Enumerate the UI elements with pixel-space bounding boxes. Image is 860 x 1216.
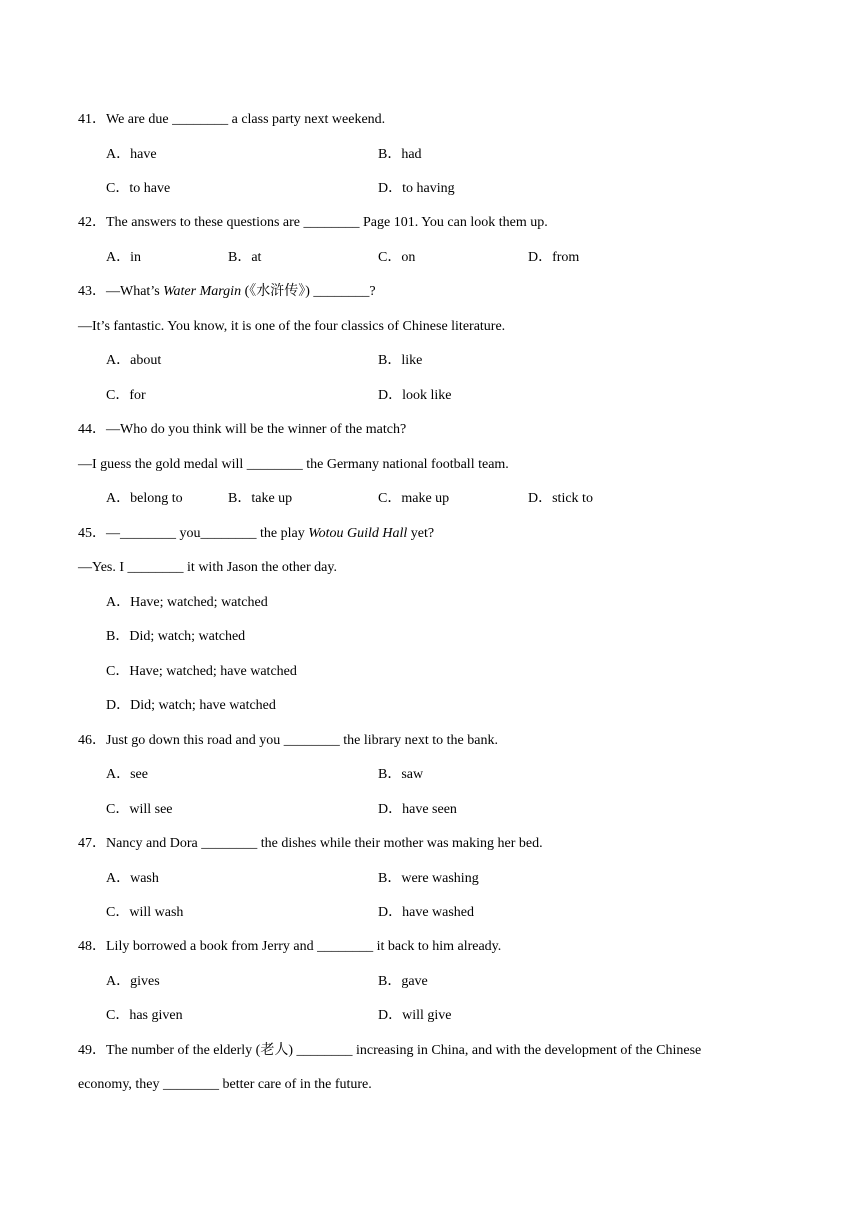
option-a: A．see xyxy=(106,767,148,782)
option-d: D．Did; watch; have watched xyxy=(106,698,276,713)
question-number: 42． xyxy=(78,215,106,230)
option-c: C．will wash xyxy=(106,905,184,920)
question-46 xyxy=(78,732,498,750)
option-c: C．on xyxy=(378,250,416,265)
option-d: D．to having xyxy=(378,181,455,196)
option-b: B．Did; watch; watched xyxy=(106,629,246,644)
option-c: C．to have xyxy=(106,181,171,196)
question-48 xyxy=(78,938,501,956)
question-42 xyxy=(78,214,548,232)
option-a: A．wash xyxy=(106,871,159,886)
question-41 xyxy=(78,111,385,129)
option-d: D．stick to xyxy=(528,491,593,506)
question-43 xyxy=(78,283,376,301)
question-45 xyxy=(78,525,434,543)
question-stem-continued: economy, they ________ better care of in the future. xyxy=(78,1077,372,1092)
option-a: A．have xyxy=(106,147,157,162)
question-number: 48． xyxy=(78,939,106,954)
option-c: C．Have; watched; have watched xyxy=(106,664,297,679)
question-47 xyxy=(78,835,543,853)
question-number: 47． xyxy=(78,836,106,851)
option-b: B．take up xyxy=(228,491,293,506)
play-title: Wotou Guild Hall xyxy=(308,526,408,541)
question-reply: —Yes. I ________ it with Jason the other day. xyxy=(78,560,337,575)
question-number: 44． xyxy=(78,422,106,437)
option-d: D．have seen xyxy=(378,802,457,817)
question-number: 41． xyxy=(78,112,106,127)
option-a: A．gives xyxy=(106,974,160,989)
question-reply: —It’s fantastic. You know, it is one of the four classics of Chinese literature. xyxy=(78,319,506,334)
option-c: C．for xyxy=(106,388,146,403)
option-a: A．about xyxy=(106,353,162,368)
option-b: B．were washing xyxy=(378,871,479,886)
question-stem: —Who do you think will be the winner of the match? xyxy=(106,422,407,437)
question-stem: The number of the elderly (老人) ________ increasing in China, and with the development of the Chinese xyxy=(106,1043,702,1058)
question-stem-start: —________ you________ the play xyxy=(106,526,309,541)
question-49 xyxy=(78,1042,701,1060)
option-b: B．gave xyxy=(378,974,428,989)
option-d: D．have washed xyxy=(378,905,475,920)
question-stem: Nancy and Dora ________ the dishes while their mother was making her bed. xyxy=(106,836,543,851)
question-number: 43． xyxy=(78,284,106,299)
option-d: D．look like xyxy=(378,388,452,403)
question-stem-start: —What’s xyxy=(106,284,164,299)
question-stem: Lily borrowed a book from Jerry and ________ it back to him already. xyxy=(106,939,502,954)
question-44 xyxy=(78,421,406,439)
option-d: D．from xyxy=(528,250,580,265)
question-stem: We are due ________ a class party next weekend. xyxy=(106,112,386,127)
option-b: B．at xyxy=(228,250,262,265)
question-stem: The answers to these questions are ________ Page 101. You can look them up. xyxy=(106,215,548,230)
option-d: D．will give xyxy=(378,1008,452,1023)
option-c: C．will see xyxy=(106,802,173,817)
option-a: A．in xyxy=(106,250,141,265)
question-stem-end: yet? xyxy=(407,526,435,541)
option-c: C．has given xyxy=(106,1008,183,1023)
option-a: A．belong to xyxy=(106,491,183,506)
question-number: 45． xyxy=(78,526,106,541)
option-a: A．Have; watched; watched xyxy=(106,595,268,610)
question-stem: Just go down this road and you ________ the library next to the bank. xyxy=(106,733,498,748)
option-b: B．like xyxy=(378,353,423,368)
option-b: B．saw xyxy=(378,767,424,782)
question-number: 46． xyxy=(78,733,106,748)
question-reply: —I guess the gold medal will ________ the Germany national football team. xyxy=(78,457,509,472)
book-title: Water Margin xyxy=(163,284,242,299)
question-number: 49． xyxy=(78,1043,106,1058)
option-c: C．make up xyxy=(378,491,450,506)
question-stem-end: (《水浒传》) ________? xyxy=(241,284,376,299)
option-b: B．had xyxy=(378,147,422,162)
